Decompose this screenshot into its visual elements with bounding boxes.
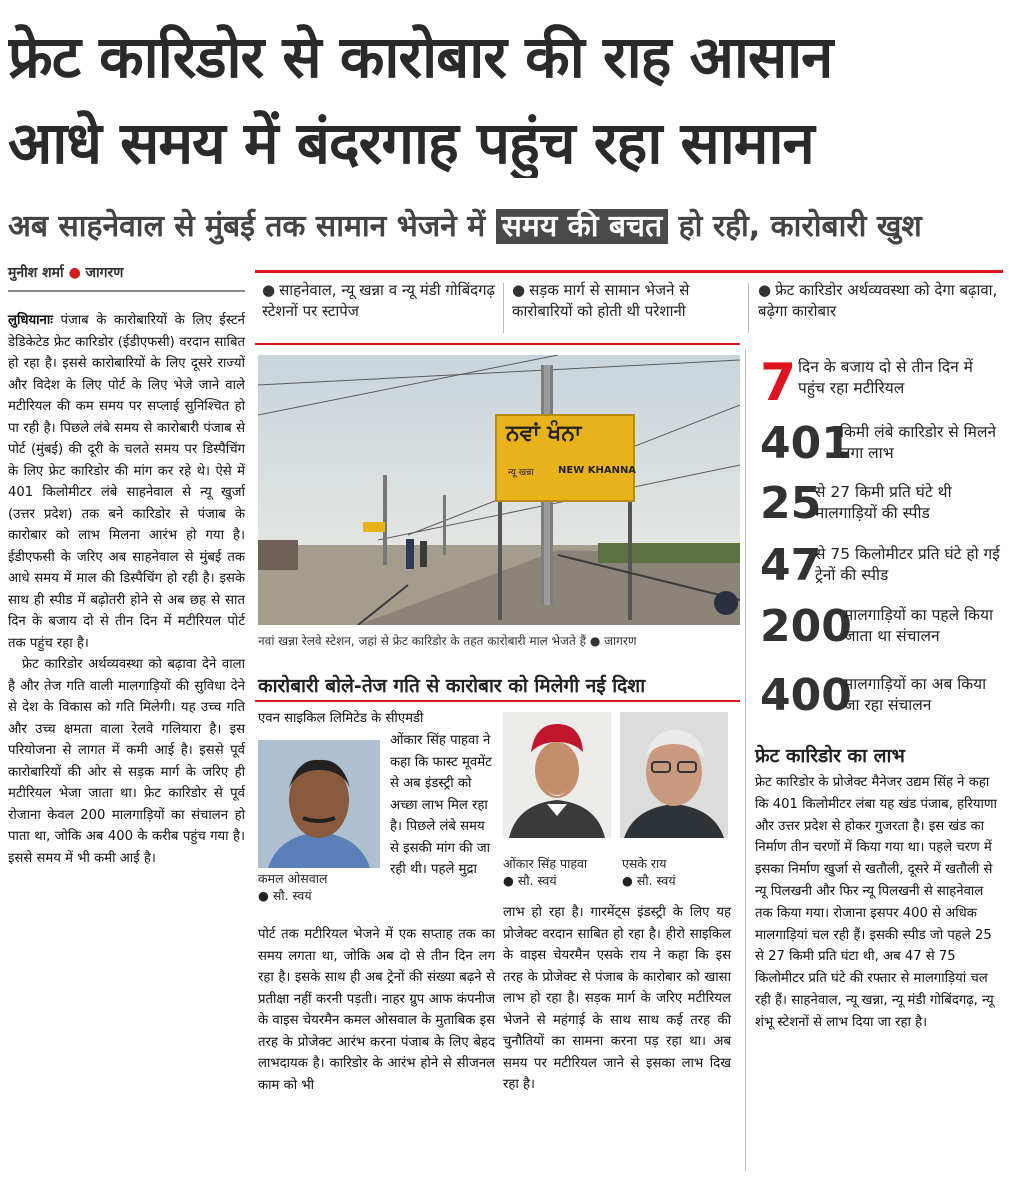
portrait-kamal-oswal <box>258 740 380 868</box>
quote-intro: एवन साइकिल लिमिटेड के सीएमडी <box>258 711 424 726</box>
person-credit: सौ. स्वयं <box>272 888 312 903</box>
benefit-text: फ्रेट कारिडोर के प्रोजेक्ट मैनेजर उद्यम सिंह ने कहा कि 401 किलोमीटर लंबा यह खंड पंजाब, हरियाणा और उत्तर प्रदेश से होकर गुजरता है। इस खंड का निर्माण तीन चरणों में किया गया था। पहले चरण में इसका निर्माण खुर्जा से खतौली, दूसरे में खतौली से न्यू पिलखनी और फिर न्यू पिलखनी से साहनेवाल तक किया गया। रोजाना इसपर 400 से अधिक मालगाड़ियां चल रही हैं। इसकी स्पीड जो पहले 25 से 27 किमी प्रति घंटा थी, अब 47 से 75 किलोमीटर प्रति घंटे की रफ्तार से मालगाड़ियां चल रही हैं। साहनेवाल, न्यू खन्ना, न्यू मंडी गोबिंदगढ़, न्यू शंभू स्टेशनों से लाभ दिया जा रहा है। <box>755 775 997 1030</box>
article-paragraph-1: लुधियानाः पंजाब के कारोबारियों के लिए ईस्टर्न डेडिकेटेड फ्रेट कारिडोर (ईडीएफसी) वरदान साबित हो रहा है। इससे कारोबारियों के लिए दूसरे राज्यों और विदेश के लिए पोर्ट के लिए भेजे जाने वाले मटीरियल की कम समय पर सप्लाई सुनिश्चित हो पा रही है। पिछले लंबे समय से कारोबारी पंजाब से पोर्ट (मुंबई) की दूरी के चलते समय पर डिस्पैचिंग के लिए फ्रेट कारिडोर की मांग कर रहे थे। ऐसे में 401 किलोमीटर लंबे साहनेवाल से न्यू खुर्जा (उत्तर प्रदेश) तक बने कारिडोर से पंजाब के कारोबार को लाभ मिलना आरंभ हो गया है। ईडीएफसी के जरिए अब साहनेवाल से मुंबई तक आधे समय में माल की डिस्पैचिंग हो रही है। इसके साथ ही स्पीड में बढ़ोतरी होने से अब छह से सात दिन के बजाय दो से तीन दिन में मटीरियल पोर्ट तक पहुंच रहा है। <box>8 313 245 651</box>
person-name: कमल ओसवाल <box>258 871 328 886</box>
sign-text-punjabi: ਨਵਾਂ ਖੰਨਾ <box>506 421 582 446</box>
bullet-icon: ● <box>68 265 81 281</box>
red-rule <box>255 270 1003 273</box>
bullet-icon: ● <box>503 873 518 888</box>
stat-number: 7 <box>760 353 797 413</box>
divider <box>748 283 749 333</box>
bullet-icon: ● <box>262 281 276 299</box>
person-name: ओंकार सिंह पाहवा <box>503 856 588 871</box>
person-caption-onkar-singh-pahwa <box>503 855 618 889</box>
photo-caption: नवां खन्ना रेलवे स्टेशन, जहां से फ्रेट कारिडोर के तहत कारोबारी माल भेजते हैं ● जागरण <box>258 634 637 648</box>
quote-body-middle: पोर्ट तक मटीरियल भेजने में एक सप्ताह तक का समय लगता था, जोकि अब दो से तीन दिन लग रहा है। इसके साथ ही अब ट्रेनों की संख्या बढ़ने से प्रतीक्षा नहीं करनी पड़ती। नाहर ग्रुप आफ कंपनीज के वाइस चेयरमैन कमल ओसवाल के मुताबिक इस तरह के प्रोजेक्ट आरंभ करना पंजाब के लिए बेहद लाभदायक है। कारिडोर के आरंभ होने से सीजनल काम को भी <box>258 927 495 1093</box>
stat-text: दिन के बजाय दो से तीन दिन में पहुंच रहा मटीरियल <box>798 358 973 397</box>
subheadline-before: अब साहनेवाल से मुंबई तक सामान भेजने में <box>8 209 486 244</box>
byline <box>8 263 123 282</box>
headline-line-2: आधे समय में बंदरगाह पहुंच रहा सामान <box>8 109 814 177</box>
stat-text: से 75 किलोमीटर प्रति घंटे हो गई ट्रेनों की स्पीड <box>815 545 1000 584</box>
stat-item <box>760 480 1005 535</box>
stat-item <box>760 603 1005 658</box>
key-point-3: ● फ्रेट कारिडोर अर्थव्यवस्था को देगा बढ़ावा, बढ़ेगा कारोबार <box>758 281 998 320</box>
byline-author: मुनीश शर्मा <box>8 265 64 281</box>
stat-number: 25 <box>760 478 822 529</box>
photo-credit: जागरण <box>604 634 637 648</box>
subheadline-highlight: समय की बचत <box>496 209 669 244</box>
headline-line-1: फ्रेट कारिडोर से कारोबार की राह आसान <box>8 23 833 91</box>
person-credit: सौ. स्वयं <box>517 873 557 888</box>
stat-number: 400 <box>760 670 852 721</box>
key-point-2: ● सड़क मार्ग से सामान भेजने से कारोबारियों को होती थी परेशानी <box>512 281 690 320</box>
bullet-icon: ● <box>512 281 526 299</box>
stat-item <box>760 672 1005 727</box>
stat-text: से 27 किमी प्रति घंटे थी मालगाड़ियों की स्पीड <box>815 483 952 522</box>
stat-item <box>760 420 1005 475</box>
bullet-icon: ● <box>758 281 772 299</box>
divider <box>745 350 746 1170</box>
subheadline <box>8 207 1003 247</box>
benefit-heading: फ्रेट कारिडोर का लाभ <box>755 745 905 767</box>
article-paragraph-2: फ्रेट कारिडोर अर्थव्यवस्था को बढ़ावा देने वाला है और तेज गति वाली मालगाड़ियों की सुविधा देने से देश के विकास को गति मिलेगी। यह उच्च गति और उच्च क्षमता वाला रेलवे गलियारा है। इस परियोजना से लागत में कमी आई है। इससे पूर्व कारोबारियों की ओर से सड़क मार्ग के जरिए ही मटीरियल भेजा जाता था। फ्रेट कारिडोर से पूर्व रोजाना केवल 200 मालगाड़ियों का संचालन हो पाता था, जोकि अब 400 के करीब पहुंच गया है। इससे समय में भी कमी आई है। <box>8 657 245 866</box>
quote-body-right: लाभ हो रहा है। गारमेंट्स इंडस्ट्री के लिए यह प्रोजेक्ट वरदान साबित हो रहा है। हीरो साइकिल के वाइस चेयरमैन एसके राय ने कहा कि इस तरह के प्रोजेक्ट से पंजाब के कारोबार को खासा लाभ हो रहा है। सड़क मार्ग के जरिए मटीरियल भेजने से महंगाई के साथ साथ कई तरह की चुनौतियों का सामना करना पड़ रहा था। अब समय पर मटीरियल जाने से इसका लाभ दिख रहा है। <box>503 905 731 1092</box>
stat-text: मालगाड़ियों का अब किया जा रहा संचालन <box>844 675 987 714</box>
key-point-1: ● साहनेवाल, न्यू खन्ना व न्यू मंडी गोबिंदगढ़ स्टेशनों पर स्टापेज <box>262 281 495 320</box>
quote-intro-continued: ओंकार सिंह पाहवा ने कहा कि फास्ट मूवमेंट से अब इंडस्ट्री को अच्छा लाभ मिल रहा है। पिछले लंबे समय से इसकी मांग की जा रही थी। पहले मुद्रा <box>390 733 492 877</box>
sign-text-hindi: न्यू खन्ना <box>508 468 534 478</box>
subheadline-after: हो रही, कारोबारी खुश <box>678 209 922 244</box>
person-caption-kamal-oswal <box>258 870 380 904</box>
stat-text: मालगाड़ियों का पहले किया जाता था संचालन <box>844 606 994 645</box>
stat-item <box>760 355 1005 415</box>
bullet-icon: ● <box>258 888 273 903</box>
bullet-icon: ● <box>622 873 637 888</box>
bullet-icon: ● <box>589 634 601 648</box>
divider <box>503 283 504 333</box>
stat-item <box>760 542 1005 597</box>
dateline: लुधियानाः <box>8 313 53 328</box>
stat-number: 401 <box>760 418 852 469</box>
person-caption-sk-rai <box>622 855 730 889</box>
stat-number: 47 <box>760 540 822 591</box>
person-name: एसके राय <box>622 856 667 871</box>
station-photo <box>258 355 740 625</box>
person-credit: सौ. स्वयं <box>636 873 676 888</box>
sign-text-english: NEW KHANNA <box>558 465 637 476</box>
portrait-onkar-singh-pahwa <box>503 712 611 838</box>
red-rule <box>8 290 245 292</box>
article-column-1 <box>8 310 245 869</box>
byline-source: जागरण <box>85 265 124 281</box>
portrait-sk-rai <box>620 712 728 838</box>
stat-number: 200 <box>760 601 852 652</box>
stat-text: किमी लंबे कारिडोर से मिलने लगा लाभ <box>840 423 997 462</box>
quotes-heading: कारोबारी बोले-तेज गति से कारोबार को मिलेगी नई दिशा <box>258 675 646 697</box>
red-rule <box>255 700 740 702</box>
red-rule <box>255 343 740 345</box>
